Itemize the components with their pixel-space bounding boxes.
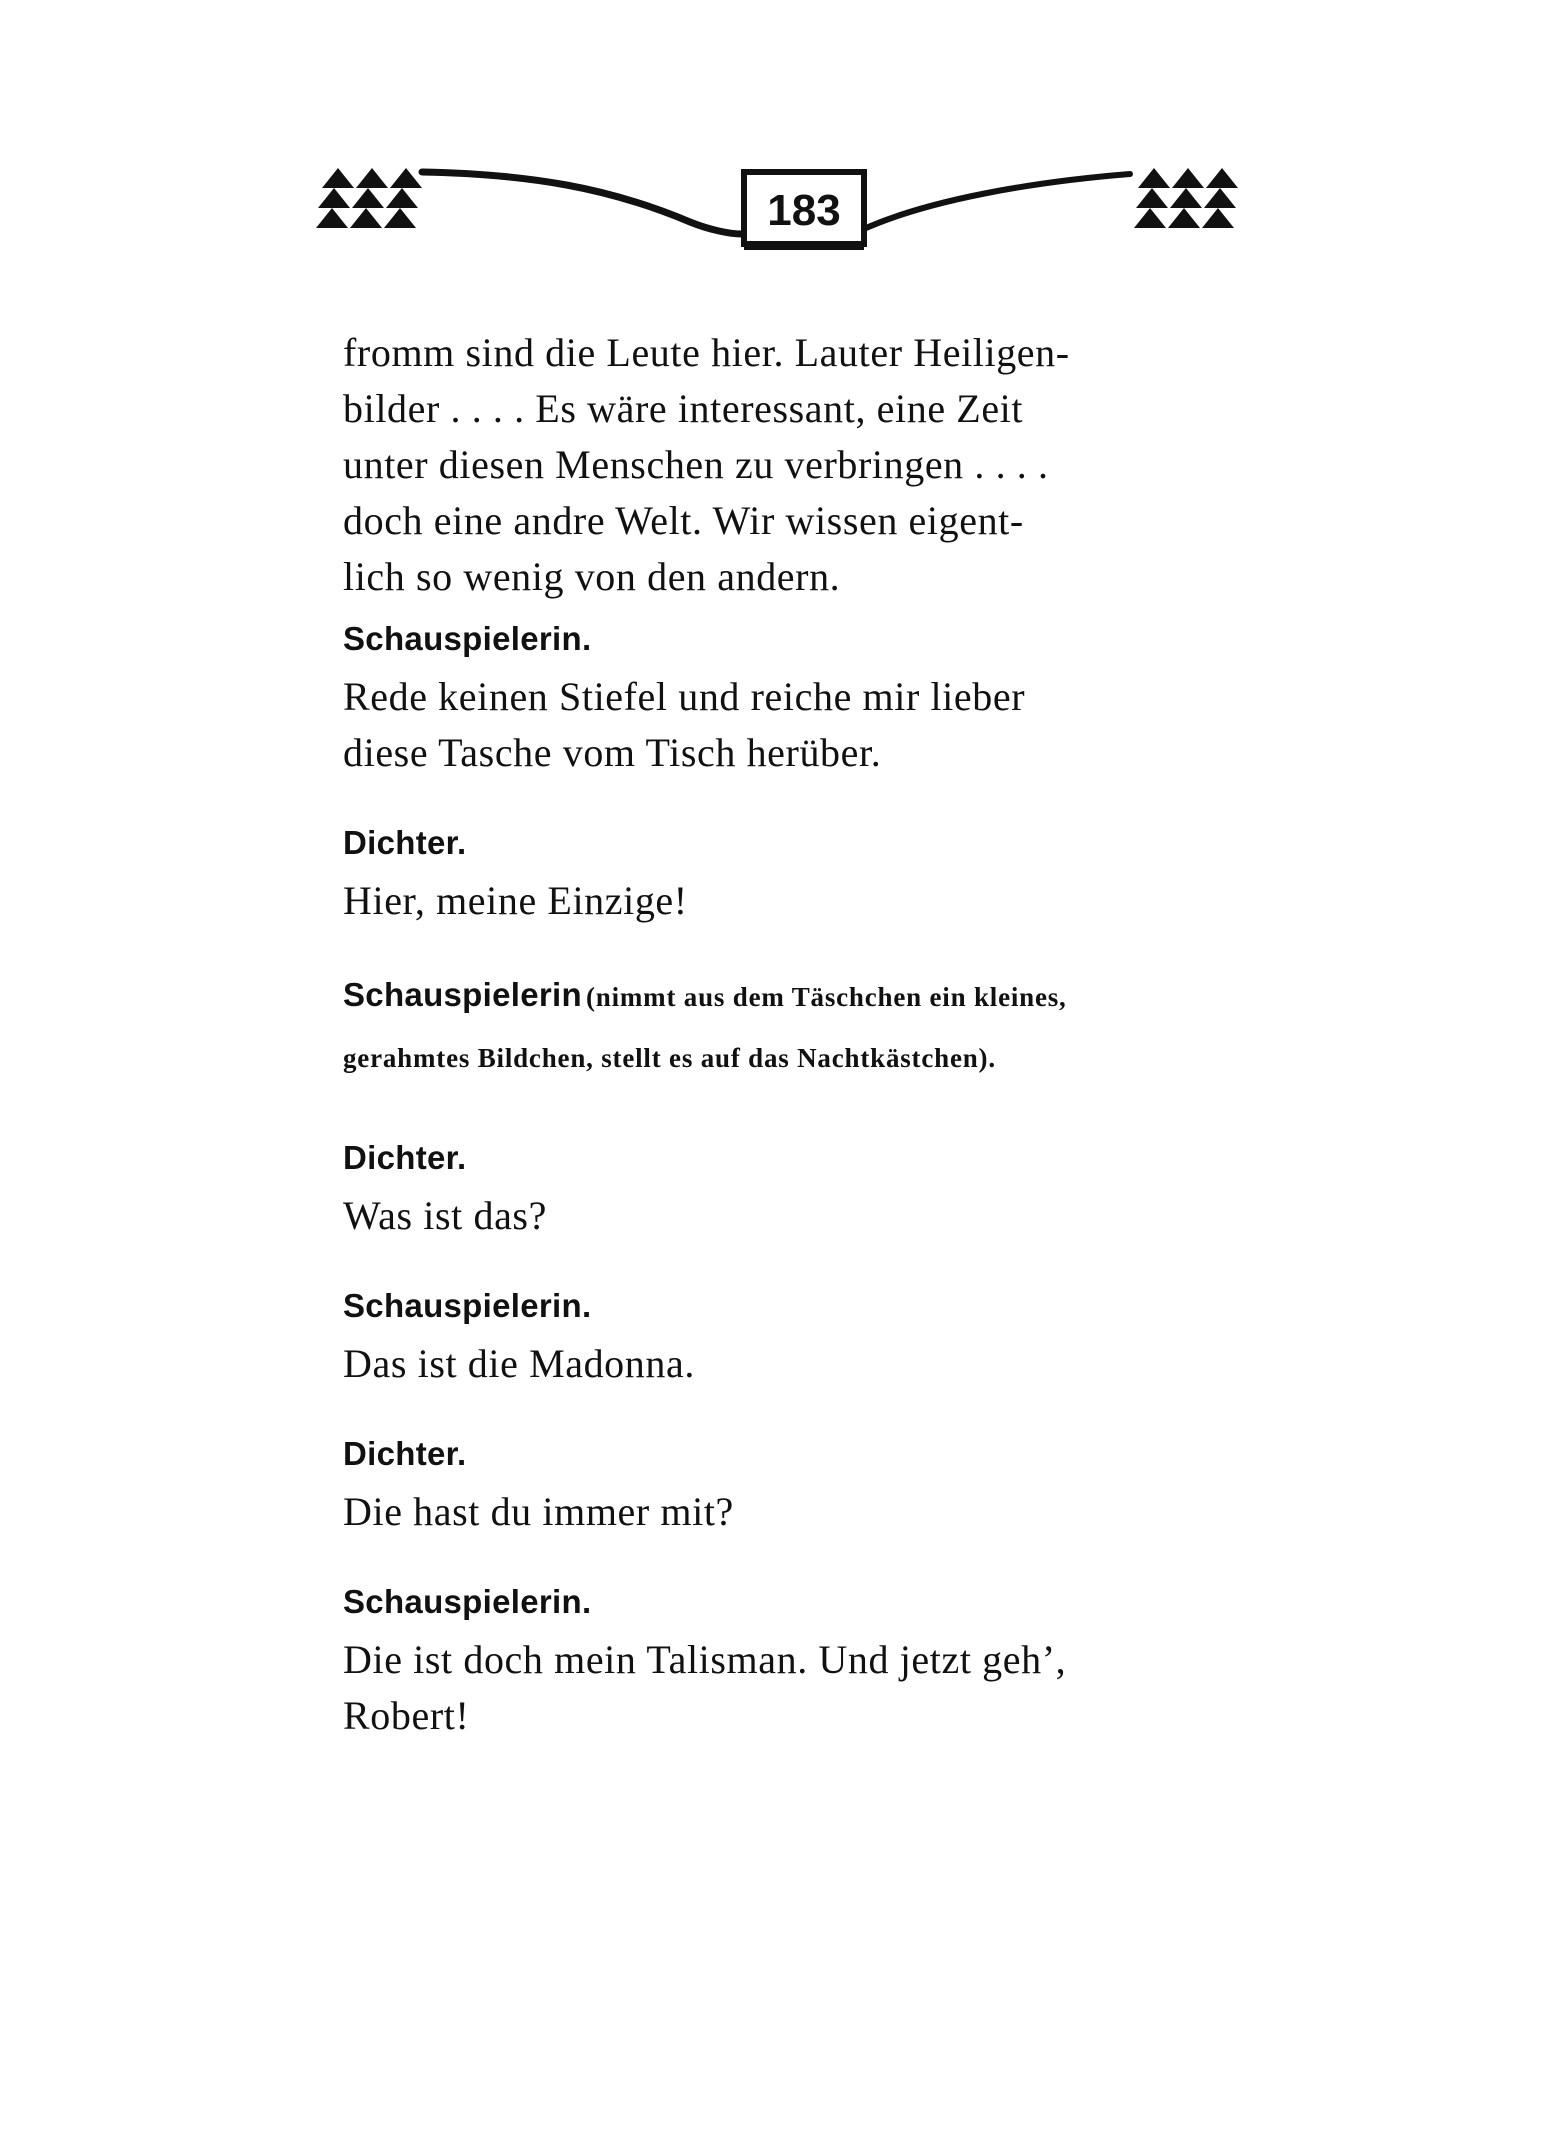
triangle-cluster-left-icon: [316, 168, 422, 228]
dialogue-block: [343, 1432, 1223, 1540]
text-line: Was ist das?: [343, 1193, 547, 1238]
speech: [343, 1336, 1223, 1392]
page-text: [343, 325, 1223, 1784]
intro-paragraph: [343, 325, 1223, 617]
text-line: Robert!: [343, 1693, 470, 1738]
text-line: doch eine andre Welt. Wir wissen eigent-: [343, 498, 1024, 543]
speaker-name: Dichter.: [343, 824, 467, 861]
stage-direction-block: [343, 969, 1223, 1086]
speaker-name: Schauspielerin: [343, 976, 582, 1013]
text-line: Die ist doch mein Talisman. Und jetzt geh’,: [343, 1637, 1067, 1682]
page-header: [310, 160, 1270, 270]
dialogue-block: [343, 1284, 1223, 1392]
dialogue-block: [343, 1136, 1223, 1244]
text-line: bilder . . . . Es wäre interessant, eine Zeit: [343, 386, 1024, 431]
text-line: diese Tasche vom Tisch herüber.: [343, 730, 882, 775]
dialogue-block: [343, 1580, 1223, 1744]
speech: [343, 1484, 1223, 1540]
text-line: Hier, meine Einzige!: [343, 878, 688, 923]
stage-direction: (nimmt aus dem Täschchen ein kleines,: [585, 982, 1067, 1012]
page-number: 183: [767, 186, 841, 235]
dialogue-block: [343, 617, 1223, 781]
speaker-name: Dichter.: [343, 1139, 467, 1176]
text-line: unter diesen Menschen zu verbringen . . . .: [343, 442, 1049, 487]
speaker-name: Dichter.: [343, 1435, 467, 1472]
dialogue-block: [343, 821, 1223, 929]
triangle-cluster-right-icon: [1134, 168, 1238, 228]
speech: [343, 669, 1223, 781]
speaker-name: Schauspielerin.: [343, 620, 592, 657]
text-line: fromm sind die Leute hier. Lauter Heiligen-: [343, 330, 1070, 375]
speaker-name: Schauspielerin.: [343, 1583, 592, 1620]
text-line: Die hast du immer mit?: [343, 1489, 734, 1534]
speech: [343, 1632, 1223, 1744]
stage-direction: gerahmtes Bildchen, stellt es auf das Nachtkästchen).: [343, 1043, 996, 1073]
text-line: Rede keinen Stiefel und reiche mir lieber: [343, 674, 1026, 719]
speech: [343, 873, 1223, 929]
text-line: Das ist die Madonna.: [343, 1341, 695, 1386]
speaker-name: Schauspielerin.: [343, 1287, 592, 1324]
speech: [343, 1188, 1223, 1244]
text-line: lich so wenig von den andern.: [343, 554, 841, 599]
